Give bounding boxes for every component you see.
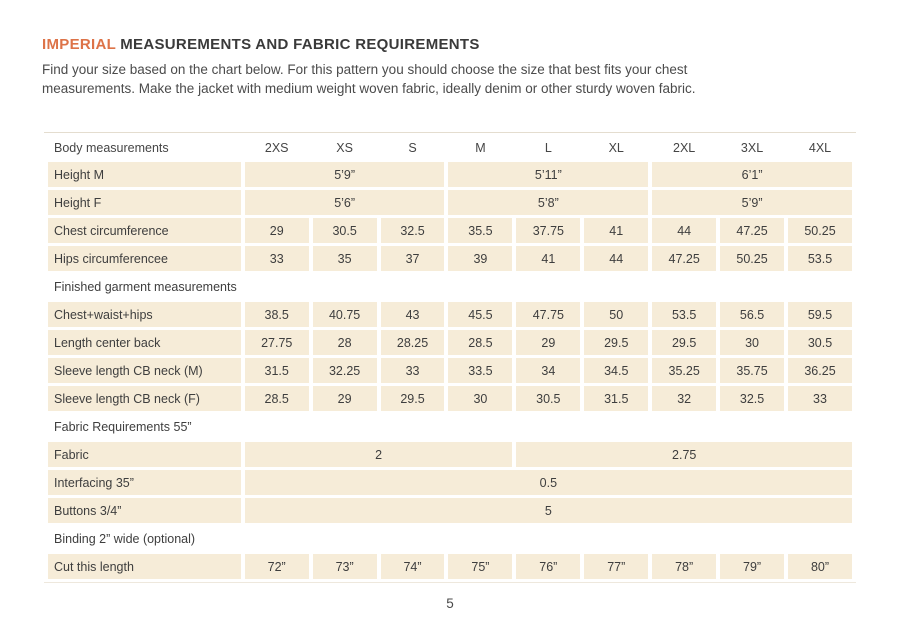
cell-value: 32.25 <box>313 358 377 383</box>
cell-value: 32.5 <box>720 386 784 411</box>
cell-value: 41 <box>584 218 648 243</box>
column-header-m: M <box>475 140 486 155</box>
cell-value: 31.5 <box>245 358 309 383</box>
cell-value: 33 <box>245 246 309 271</box>
cell-value: 5’8” <box>448 190 648 215</box>
cell-value: 78” <box>652 554 716 579</box>
cell-value: 34.5 <box>584 358 648 383</box>
cell-value: 5’11” <box>448 162 648 187</box>
row-label: Chest+waist+hips <box>48 302 241 327</box>
row-label: Sleeve length CB neck (F) <box>48 386 241 411</box>
table-row <box>48 218 852 243</box>
size-chart-table <box>44 133 856 582</box>
column-header-2xs: 2XS <box>264 140 289 155</box>
cell-value: 47.25 <box>652 246 716 271</box>
row-label: Hips circumferencee <box>48 246 241 271</box>
row-label: Interfacing 35” <box>48 470 241 495</box>
cell-value: 40.75 <box>313 302 377 327</box>
table-row <box>48 554 852 579</box>
column-header-2xl: 2XL <box>673 140 696 155</box>
cell-value: 39 <box>448 246 512 271</box>
cell-value: 56.5 <box>720 302 784 327</box>
cell-value: 35.5 <box>448 218 512 243</box>
cell-value: 5’9” <box>652 190 852 215</box>
cell-value: 73” <box>313 554 377 579</box>
intro-line-2: measurements. Make the jacket with medium weight woven fabric, ideally denim or other sturdy woven fabric. <box>42 81 696 97</box>
table-row <box>48 386 852 411</box>
page-title <box>42 36 856 54</box>
row-label: Height M <box>48 162 241 187</box>
cell-value: 50.25 <box>720 246 784 271</box>
table-row <box>48 162 852 187</box>
cell-value: 38.5 <box>245 302 309 327</box>
cell-value: 75” <box>448 554 512 579</box>
cell-value: 2 <box>245 442 513 467</box>
cell-value: 28.5 <box>245 386 309 411</box>
column-header-l: L <box>544 140 552 155</box>
table-row <box>48 302 852 327</box>
cell-value: 33 <box>381 358 445 383</box>
cell-value: 53.5 <box>652 302 716 327</box>
section-row <box>48 274 852 299</box>
cell-value: 80” <box>788 554 852 579</box>
cell-value: 50 <box>584 302 648 327</box>
cell-value: 77” <box>584 554 648 579</box>
section-row <box>48 526 852 551</box>
table-row <box>48 246 852 271</box>
cell-value: 29 <box>516 330 580 355</box>
column-header-4xl: 4XL <box>808 140 832 155</box>
cell-value: 32 <box>652 386 716 411</box>
cell-value: 36.25 <box>788 358 852 383</box>
cell-value: 6’1” <box>652 162 852 187</box>
cell-value: 27.75 <box>245 330 309 355</box>
cell-value: 41 <box>516 246 580 271</box>
cell-value: 33 <box>788 386 852 411</box>
row-label: Sleeve length CB neck (M) <box>48 358 241 383</box>
table-row <box>48 190 852 215</box>
table-row <box>48 470 852 495</box>
row-label: Buttons 3/4” <box>48 498 241 523</box>
cell-value: 30.5 <box>788 330 852 355</box>
cell-value: 76” <box>516 554 580 579</box>
cell-value: 31.5 <box>584 386 648 411</box>
cell-value: 72” <box>245 554 309 579</box>
row-label: Cut this length <box>48 554 241 579</box>
title-rest: MEASUREMENTS AND FABRIC REQUIREMENTS <box>115 36 480 53</box>
cell-value: 37.75 <box>516 218 580 243</box>
section-label: Binding 2” wide (optional) <box>54 531 196 546</box>
cell-value: 29 <box>313 386 377 411</box>
cell-value: 29.5 <box>381 386 445 411</box>
table-header-row <box>48 136 852 159</box>
section-label: Finished garment measurements <box>54 279 237 294</box>
row-label: Length center back <box>48 330 241 355</box>
cell-value: 29.5 <box>584 330 648 355</box>
row-label: Fabric <box>48 442 241 467</box>
table-row <box>48 442 852 467</box>
cell-value: 32.5 <box>381 218 445 243</box>
row-label: Height F <box>48 190 241 215</box>
cell-value: 5’9” <box>245 162 445 187</box>
cell-value: 2.75 <box>516 442 852 467</box>
table-row <box>48 498 852 523</box>
cell-value: 53.5 <box>788 246 852 271</box>
cell-value: 43 <box>381 302 445 327</box>
page-number: 5 <box>446 596 454 611</box>
cell-value: 29 <box>245 218 309 243</box>
cell-value: 34 <box>516 358 580 383</box>
column-header-xl: XL <box>608 140 624 155</box>
cell-value: 35 <box>313 246 377 271</box>
table-row <box>48 358 852 383</box>
cell-value: 45.5 <box>448 302 512 327</box>
column-header-xs: XS <box>336 140 353 155</box>
cell-value: 30.5 <box>516 386 580 411</box>
cell-value: 79” <box>720 554 784 579</box>
table-row <box>48 330 852 355</box>
cell-value: 28.5 <box>448 330 512 355</box>
cell-value: 0.5 <box>245 470 852 495</box>
cell-value: 30.5 <box>313 218 377 243</box>
column-header-3xl: 3XL <box>740 140 764 155</box>
cell-value: 44 <box>652 218 716 243</box>
cell-value: 29.5 <box>652 330 716 355</box>
cell-value: 28 <box>313 330 377 355</box>
cell-value: 30 <box>448 386 512 411</box>
intro-text <box>42 60 856 98</box>
cell-value: 44 <box>584 246 648 271</box>
intro-line-1: Find your size based on the chart below. For this pattern you should choose the size that best fits your chest <box>42 62 688 77</box>
cell-value: 30 <box>720 330 784 355</box>
cell-value: 33.5 <box>448 358 512 383</box>
row-label: Chest circumference <box>48 218 241 243</box>
cell-value: 47.25 <box>720 218 784 243</box>
section-label: Fabric Requirements 55” <box>54 419 192 434</box>
cell-value: 5’6” <box>245 190 445 215</box>
cell-value: 74” <box>381 554 445 579</box>
section-row <box>48 414 852 439</box>
title-highlight: IMPERIAL <box>42 36 116 53</box>
cell-value: 35.25 <box>652 358 716 383</box>
header-body-measurements: Body measurements <box>54 140 169 155</box>
column-header-s: S <box>408 140 417 155</box>
cell-value: 35.75 <box>720 358 784 383</box>
cell-value: 5 <box>245 498 852 523</box>
cell-value: 59.5 <box>788 302 852 327</box>
cell-value: 50.25 <box>788 218 852 243</box>
cell-value: 47.75 <box>516 302 580 327</box>
cell-value: 37 <box>381 246 445 271</box>
cell-value: 28.25 <box>381 330 445 355</box>
size-chart-table-wrap <box>44 132 856 583</box>
